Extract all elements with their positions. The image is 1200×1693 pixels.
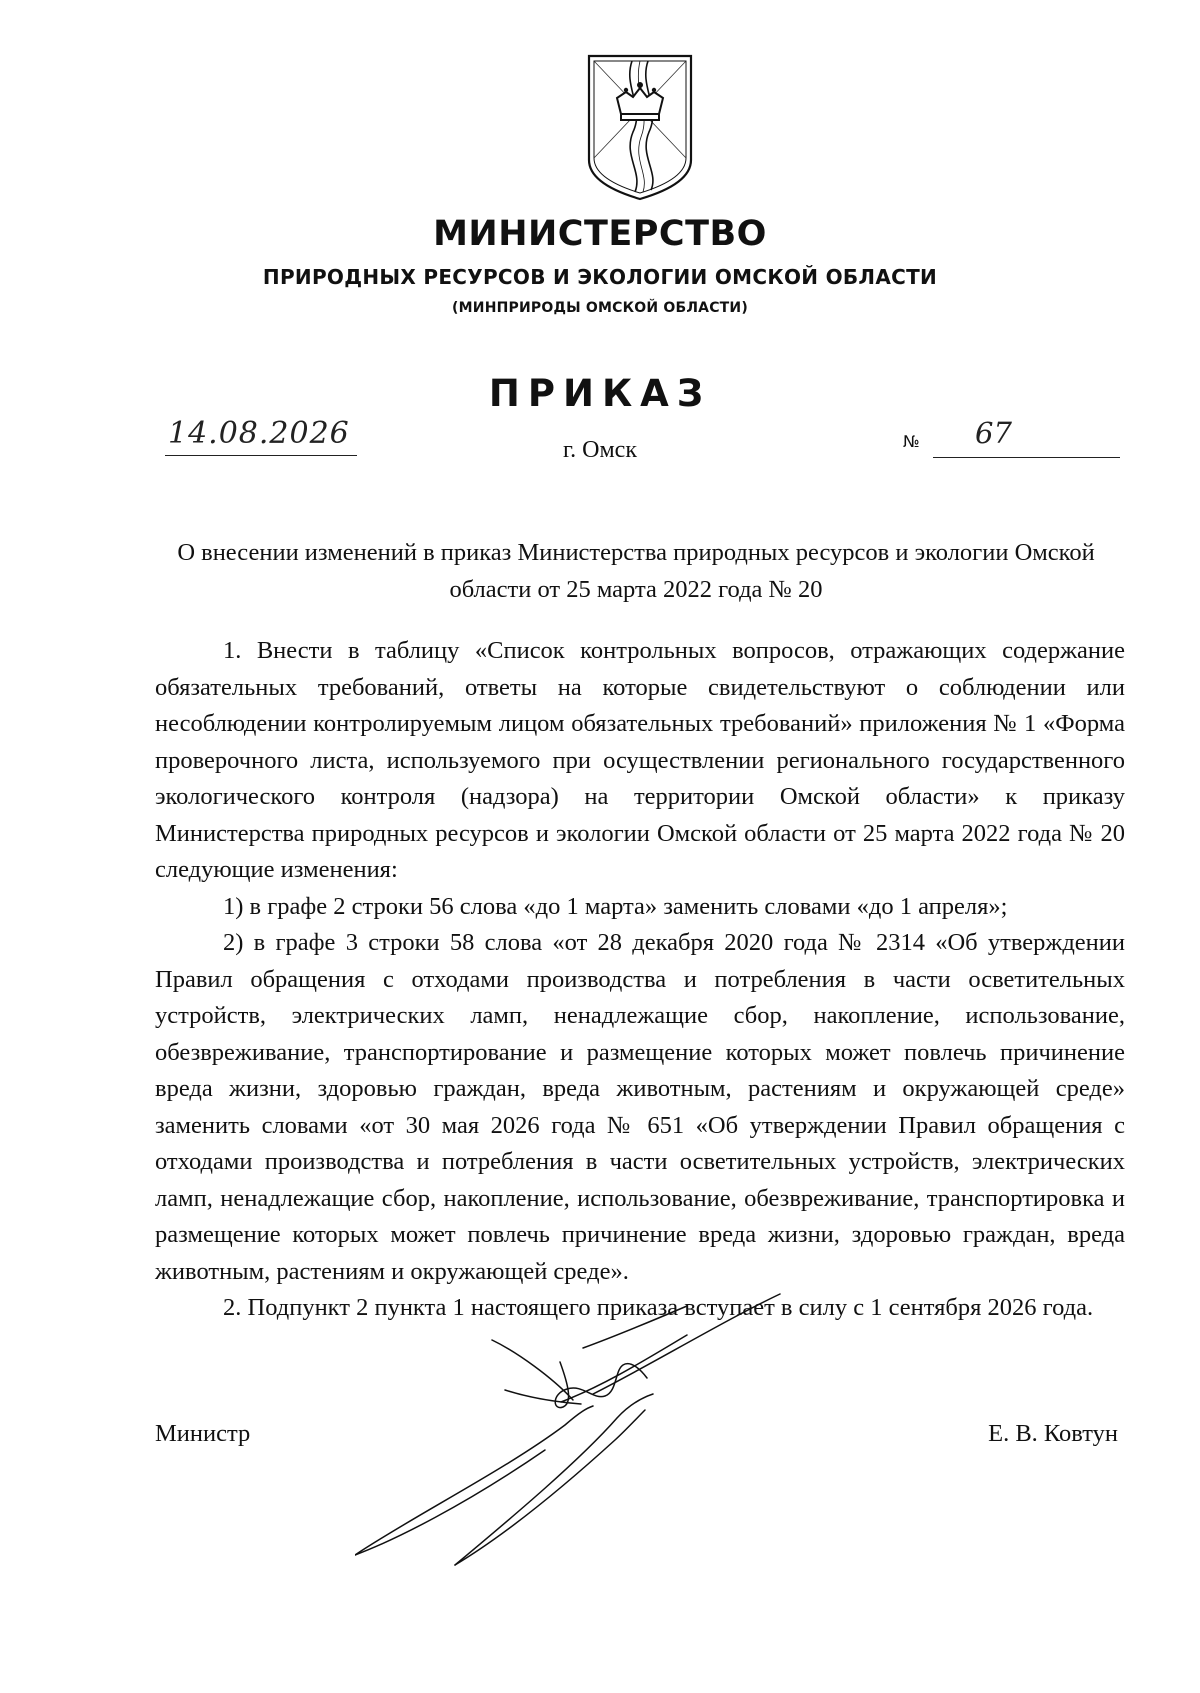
body-paragraph-2: 1) в графе 2 строки 56 слова «до 1 марта» заменить словами «до 1 апреля»; (223, 892, 1008, 920)
document-type: ПРИКАЗ (488, 372, 712, 415)
body-paragraph-4: 2. Подпункт 2 пункта 1 настоящего приказа вступает в силу с 1 сентября 2026 года. (223, 1294, 1094, 1321)
body-paragraph-3: 2) в графе 3 строки 58 слова «от 28 декабря 2020 года № 2314 «Об утверждении Правил обращения с отходами производства и потребления в части осветительных устройств, электрических ламп, ненадлежащие сбор, накопление, использование, обезвреживание, транспортирование и размещение которых может повлечь причинение вреда жизни, здоровью граждан, вреда животным, растениям и окружающей среде» заменить словами «от 30 мая 2026 года № 651 «Об утверждении Правил обращения с отходами производства и потребления в части осветительных устройств, электрических ламп, ненадлежащие сбор, накопление, использование, обезвреживание, транспортировка и размещение которых может повлечь причинение вреда жизни, здоровью граждан, вреда животным, растениям и окружающей среде». (155, 929, 1125, 1285)
body-paragraph-1: 1. Внести в таблицу «Список контрольных вопросов, отражающих содержание обязательных требований, ответы на которые свидетельствуют о соблюдении или несоблюдении контролируемым лицом обязательных требований» приложения № 1 «Форма проверочного листа, используемого при осуществлении регионального государственного экологического контроля (надзора) на территории Омской области» к приказу Министерства природных ресурсов и экологии Омской области от 25 марта 2022 года № 20 следующие изменения: (155, 637, 1125, 883)
ministry-short-name: (МИНПРИРОДЫ ОМСКОЙ ОБЛАСТИ) (452, 300, 748, 316)
document-city: г. Омск (563, 437, 637, 463)
number-label: № (903, 432, 920, 451)
omsk-coat-of-arms-icon (585, 52, 695, 202)
document-subject: О внесении изменений в приказ Министерства природных ресурсов и экологии Омской области от 25 марта 2022 года № 20 (177, 539, 1095, 603)
ministry-title: МИНИСТЕРСТВО (433, 214, 767, 254)
handwritten-signature (355, 1290, 875, 1590)
document-date: 14.08.2026 (168, 416, 350, 451)
signer-position: Министр (155, 1420, 251, 1447)
document-body (155, 633, 1125, 1327)
signer-name: Е. В. Ковтун (988, 1420, 1118, 1447)
number-underline (933, 457, 1120, 458)
document-number: 67 (975, 416, 1012, 450)
ministry-subtitle: ПРИРОДНЫХ РЕСУРСОВ И ЭКОЛОГИИ ОМСКОЙ ОБЛАСТИ (262, 265, 938, 289)
